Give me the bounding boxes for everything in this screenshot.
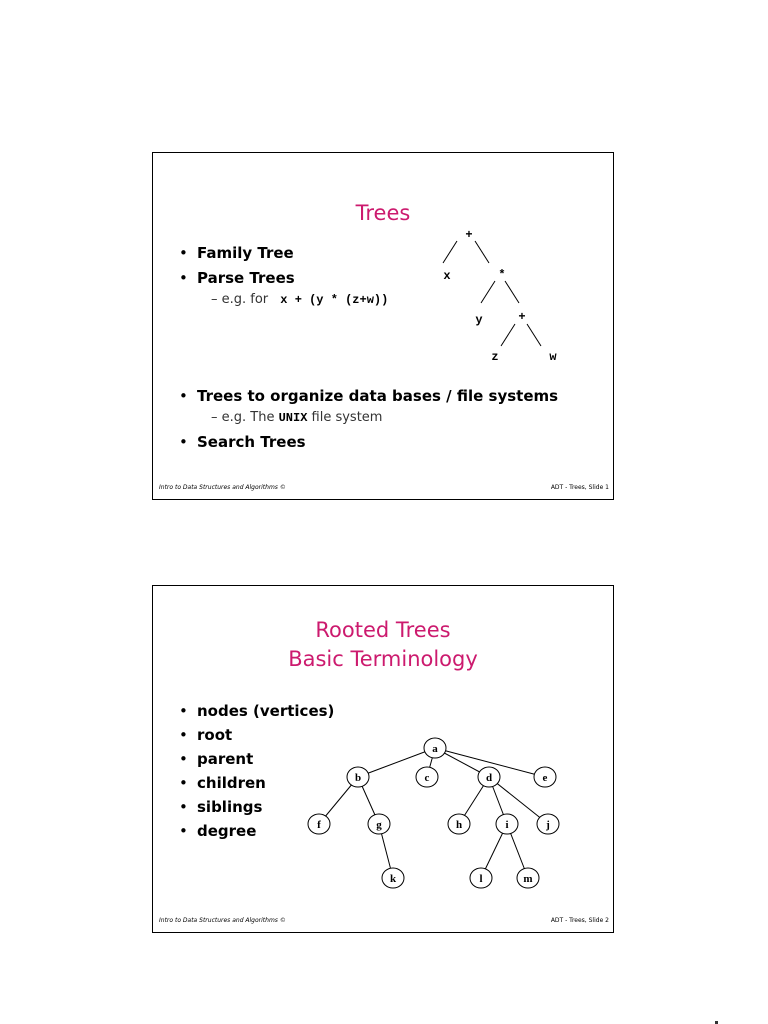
- bullet-parent: • parent: [175, 747, 334, 771]
- parse-node-x: x: [443, 269, 451, 283]
- slide-2-title-line-1: Rooted Trees: [315, 618, 451, 642]
- tree-node-b: [347, 767, 369, 787]
- slide-1-footer-right: ADT - Trees, Slide 1: [550, 484, 609, 491]
- tree-node-label: c: [424, 772, 430, 784]
- parse-node-w: w: [549, 350, 557, 364]
- tree-node-label: d: [485, 772, 493, 784]
- tree-node-label: f: [317, 819, 321, 831]
- parse-edge: [481, 281, 495, 303]
- tree-node-a: [424, 738, 446, 758]
- slide-1-bullets-mid: [175, 384, 558, 409]
- tree-node-m: [517, 868, 539, 888]
- unix-word: UNIX: [278, 411, 308, 425]
- tree-node-label: k: [389, 873, 397, 885]
- slide-1-bullets-bottom: [175, 430, 306, 455]
- parse-example-expression: x + (y * (z+w)): [280, 293, 389, 307]
- tree-node-c: [416, 767, 438, 787]
- bullet-family-tree: • Family Tree: [175, 241, 295, 266]
- rooted-tree-diagram: [153, 586, 615, 934]
- unix-example: [211, 410, 382, 425]
- bullet-search-trees: • Search Trees: [175, 430, 306, 455]
- tree-node-label: a: [432, 743, 438, 755]
- tree-node-d: [478, 767, 500, 787]
- slide-2-footer-left: Intro to Data Structures and Algorithms ©: [159, 917, 286, 924]
- slide-1-footer-left: Intro to Data Structures and Algorithms ©: [159, 484, 286, 491]
- tree-node-label: j: [546, 819, 550, 831]
- bullet-siblings: • siblings: [175, 795, 334, 819]
- tree-node-h: [448, 814, 470, 834]
- tree-node-g: [368, 814, 390, 834]
- tree-node-e: [534, 767, 556, 787]
- bullet-parse-trees: • Parse Trees: [175, 266, 295, 291]
- parse-example-prefix: – e.g. for: [211, 292, 269, 307]
- bullet-nodes: • nodes (vertices): [175, 699, 334, 723]
- slide-2: [152, 585, 614, 933]
- parse-edge: [527, 324, 541, 346]
- bullet-degree: • degree: [175, 819, 334, 843]
- tree-node-l: [470, 868, 492, 888]
- tree-node-j: [537, 814, 559, 834]
- tree-node-k: [382, 868, 404, 888]
- parse-edge: [505, 281, 519, 303]
- parse-node-plus-root: +: [465, 228, 473, 242]
- parse-edge: [443, 241, 457, 263]
- tree-node-label: l: [479, 873, 483, 885]
- slide-1-title: Trees: [355, 201, 411, 225]
- tree-node-label: h: [455, 819, 463, 831]
- parse-node-y: y: [475, 313, 483, 327]
- tree-node-label: i: [505, 819, 509, 831]
- bullet-root: • root: [175, 723, 334, 747]
- slide-2-title-line-2: Basic Terminology: [288, 647, 478, 671]
- parse-edge: [501, 324, 515, 346]
- tree-node-i: [496, 814, 518, 834]
- tree-node-label: m: [523, 873, 533, 885]
- parse-edge: [475, 241, 489, 263]
- bullet-organize-databases: • Trees to organize data bases / file systems: [175, 384, 558, 409]
- slide-2-footer-right: ADT - Trees, Slide 2: [550, 917, 609, 924]
- tree-node-label: e: [542, 772, 548, 784]
- unix-example-prefix: – e.g. The: [211, 410, 279, 425]
- bullet-children: • children: [175, 771, 334, 795]
- slide-1: [152, 152, 614, 500]
- tree-node-label: g: [376, 819, 382, 831]
- tree-node-f: [308, 814, 330, 834]
- parse-node-plus: +: [518, 310, 526, 324]
- parse-node-z: z: [491, 350, 499, 364]
- parse-node-times: *: [498, 268, 506, 282]
- tree-node-label: b: [354, 772, 362, 784]
- unix-example-suffix: file system: [307, 410, 383, 425]
